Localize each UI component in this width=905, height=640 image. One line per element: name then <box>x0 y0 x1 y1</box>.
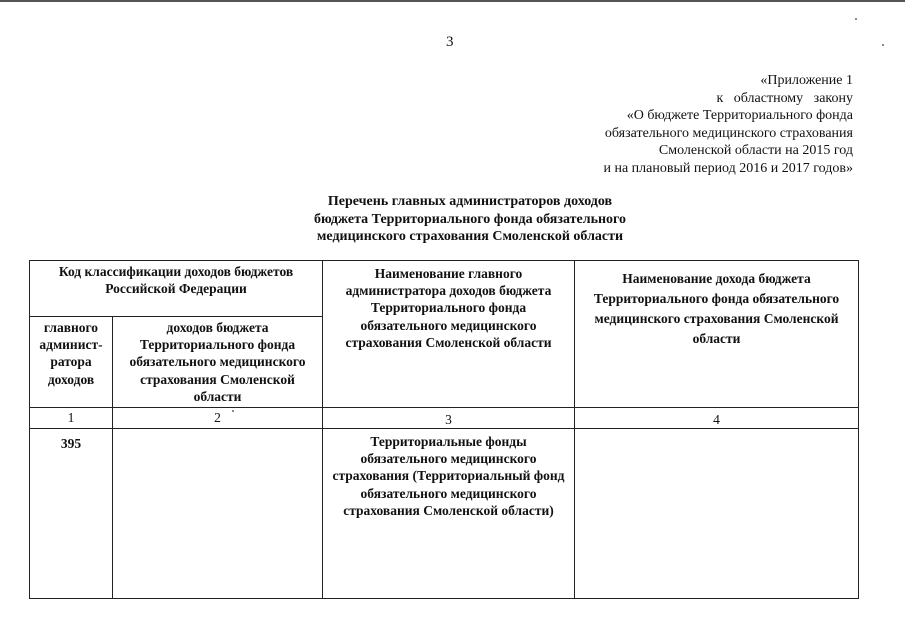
title-line: бюджета Территориального фонда обязательного <box>313 211 627 227</box>
admin-code: 395 <box>60 436 82 452</box>
document-title <box>240 193 700 246</box>
appendix-line: обязательного медицинского страхования <box>604 125 853 141</box>
administrators-table <box>29 260 859 599</box>
appendix-line: «Приложение 1 <box>760 73 853 88</box>
page-number: 3 <box>446 34 454 50</box>
column-number: 1 <box>30 408 113 429</box>
appendix-header <box>603 72 853 178</box>
title-line: Перечень главных администраторов доходов <box>327 194 613 209</box>
cell-admin-name: Территориальные фонды обязательного медицинского страхования (Территориальный фонд обязательного медицинского страхования Смоленской области) <box>323 429 575 599</box>
header-code-income: доходов бюджета Территориального фонда обязательного медицинского страхования Смоленской области <box>113 317 323 408</box>
scan-speck <box>855 18 857 20</box>
scan-top-edge <box>0 0 905 2</box>
header-code-admin: главного админист-ратора доходов <box>30 317 113 408</box>
column-number: 3 <box>323 408 575 429</box>
table-row <box>30 429 859 599</box>
scan-speck <box>882 44 884 46</box>
appendix-line: «О бюджете Территориального фонда <box>626 108 853 124</box>
column-number: 4 <box>575 408 859 429</box>
cell-income-code <box>113 429 323 599</box>
scan-speck <box>232 410 234 412</box>
title-line: медицинского страхования Смоленской области <box>316 229 624 245</box>
cell-income-name <box>575 429 859 599</box>
appendix-line: Смоленской области на 2015 год <box>658 143 853 159</box>
header-income-name: Наименование дохода бюджета Территориального фонда обязательного медицинского страхования Смоленской области <box>575 261 859 408</box>
header-code-group: Код классификации доходов бюджетов Российской Федерации <box>30 261 323 317</box>
cell-admin-code <box>30 429 113 599</box>
header-admin-name: Наименование главного администратора доходов бюджета Территориального фонда обязательного медицинского страхования Смоленской области <box>323 261 575 408</box>
appendix-line: к областному закону <box>716 90 853 106</box>
column-number: 2 <box>113 408 323 429</box>
appendix-line: и на плановый период 2016 и 2017 годов» <box>603 160 853 176</box>
